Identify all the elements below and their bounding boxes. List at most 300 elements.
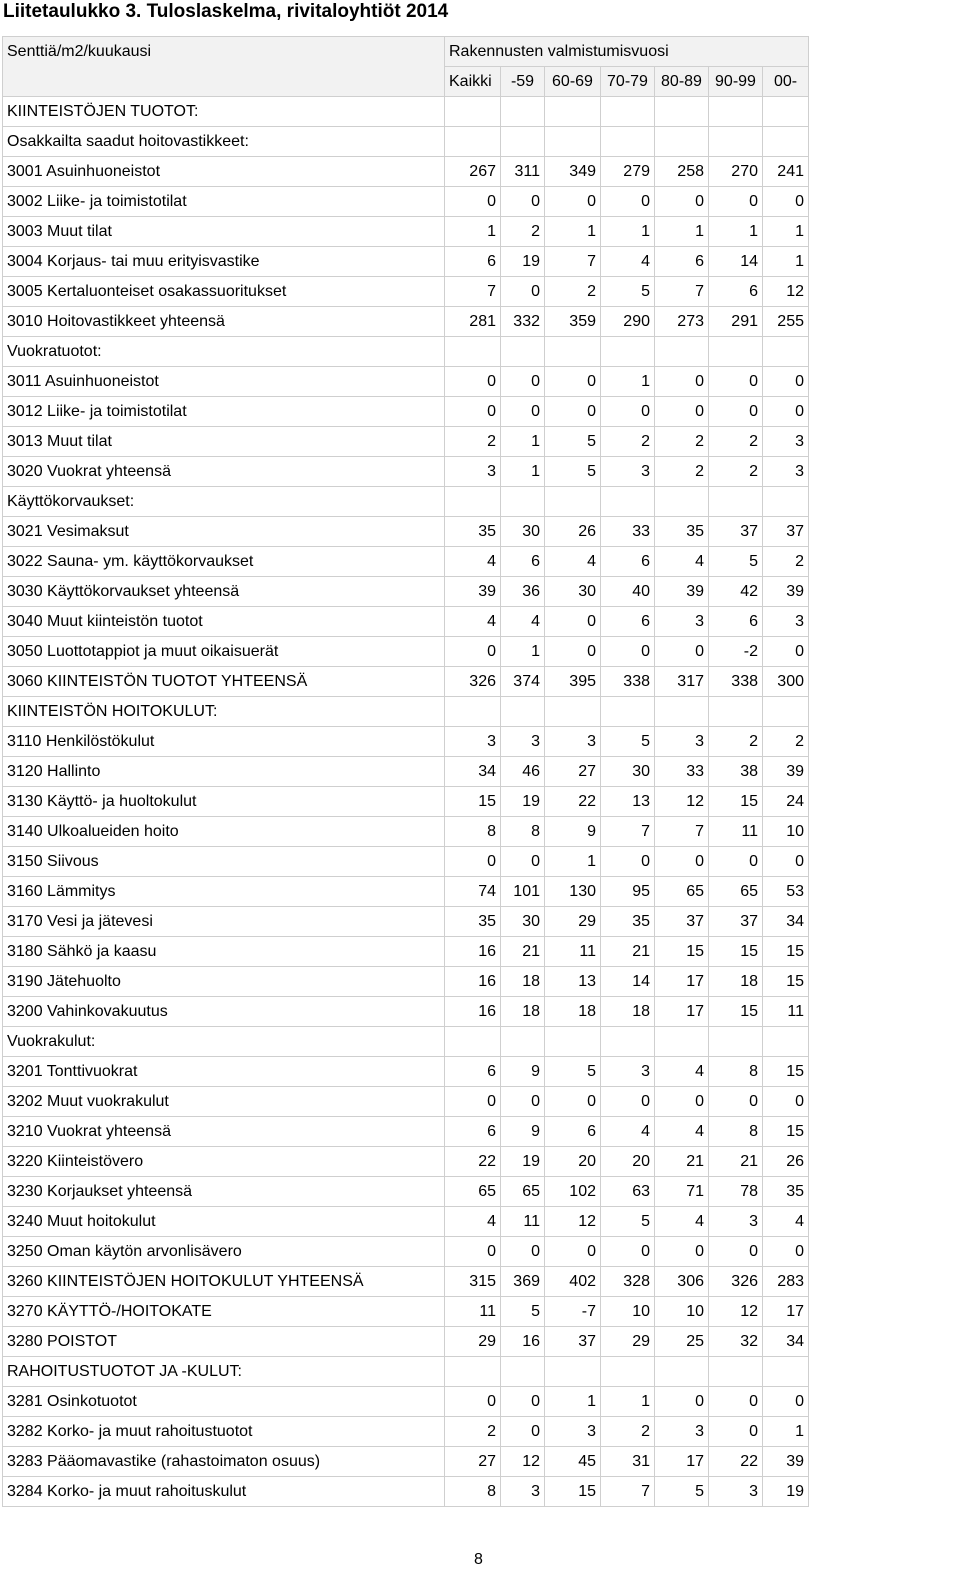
value-cell: 130 <box>545 877 601 907</box>
value-cell: 4 <box>445 607 501 637</box>
row-label: 3110 Henkilöstökulut <box>3 727 445 757</box>
row-label: 3060 KIINTEISTÖN TUOTOT YHTEENSÄ <box>3 667 445 697</box>
row-label: 3002 Liike- ja toimistotilat <box>3 187 445 217</box>
section-header-row <box>3 697 809 727</box>
table-row <box>3 1477 809 1507</box>
value-cell <box>601 127 655 157</box>
value-cell <box>763 97 809 127</box>
value-cell: 33 <box>655 757 709 787</box>
value-cell <box>655 1357 709 1387</box>
value-cell: 45 <box>545 1447 601 1477</box>
value-cell: 17 <box>655 997 709 1027</box>
table-body <box>3 97 809 1507</box>
value-cell: 4 <box>445 547 501 577</box>
table-row <box>3 1177 809 1207</box>
value-cell: 326 <box>445 667 501 697</box>
value-cell: 102 <box>545 1177 601 1207</box>
value-cell: 37 <box>763 517 809 547</box>
value-cell: 3 <box>545 1417 601 1447</box>
value-cell: 0 <box>763 1237 809 1267</box>
value-cell: 11 <box>709 817 763 847</box>
value-cell: 18 <box>501 967 545 997</box>
value-cell: 20 <box>601 1147 655 1177</box>
value-cell: 0 <box>655 397 709 427</box>
value-cell: 15 <box>655 937 709 967</box>
row-label: Käyttökorvaukset: <box>3 487 445 517</box>
value-cell: 1 <box>763 247 809 277</box>
value-cell: 2 <box>501 217 545 247</box>
value-cell: 5 <box>601 277 655 307</box>
value-cell: -7 <box>545 1297 601 1327</box>
table-row <box>3 307 809 337</box>
value-cell: 18 <box>709 967 763 997</box>
value-cell: 283 <box>763 1267 809 1297</box>
value-cell: 0 <box>501 1087 545 1117</box>
table-row <box>3 1207 809 1237</box>
table-row <box>3 1117 809 1147</box>
value-cell: 9 <box>545 817 601 847</box>
value-cell <box>709 1357 763 1387</box>
value-cell: -2 <box>709 637 763 667</box>
row-label: 3005 Kertaluonteiset osakassuoritukset <box>3 277 445 307</box>
value-cell: 27 <box>445 1447 501 1477</box>
value-cell: 15 <box>763 1057 809 1087</box>
value-cell: 0 <box>601 397 655 427</box>
value-cell: 0 <box>709 847 763 877</box>
column-header: Kaikki <box>445 67 501 97</box>
table-row <box>3 667 809 697</box>
value-cell: 30 <box>501 517 545 547</box>
row-label: RAHOITUSTUOTOT JA -KULUT: <box>3 1357 445 1387</box>
row-label: 3003 Muut tilat <box>3 217 445 247</box>
row-label: 3281 Osinkotuotot <box>3 1387 445 1417</box>
value-cell: 36 <box>501 577 545 607</box>
value-cell: 8 <box>445 817 501 847</box>
value-cell: 10 <box>601 1297 655 1327</box>
value-cell: 10 <box>655 1297 709 1327</box>
value-cell: 12 <box>763 277 809 307</box>
value-cell: 0 <box>545 607 601 637</box>
value-cell: 255 <box>763 307 809 337</box>
value-cell: 3 <box>501 1477 545 1507</box>
value-cell: 33 <box>601 517 655 547</box>
value-cell: 18 <box>545 997 601 1027</box>
value-cell: 328 <box>601 1267 655 1297</box>
value-cell <box>763 337 809 367</box>
value-cell: 37 <box>545 1327 601 1357</box>
value-cell: 4 <box>545 547 601 577</box>
value-cell: 30 <box>545 577 601 607</box>
value-cell: 78 <box>709 1177 763 1207</box>
value-cell: 12 <box>501 1447 545 1477</box>
value-cell: 39 <box>655 577 709 607</box>
value-cell: 10 <box>763 817 809 847</box>
value-cell: 2 <box>545 277 601 307</box>
value-cell: 17 <box>655 1447 709 1477</box>
value-cell: 0 <box>709 1087 763 1117</box>
value-cell: 3 <box>655 607 709 637</box>
value-cell <box>709 127 763 157</box>
table-row <box>3 1087 809 1117</box>
row-label: 3160 Lämmitys <box>3 877 445 907</box>
value-cell: 17 <box>655 967 709 997</box>
row-label: 3011 Asuinhuoneistot <box>3 367 445 397</box>
value-cell: 0 <box>709 1387 763 1417</box>
table-row <box>3 187 809 217</box>
value-cell: 38 <box>709 757 763 787</box>
value-cell: 6 <box>501 547 545 577</box>
table-row <box>3 157 809 187</box>
value-cell: 74 <box>445 877 501 907</box>
column-header: 90-99 <box>709 67 763 97</box>
table-row <box>3 367 809 397</box>
row-label: 3050 Luottotappiot ja muut oikaisuerät <box>3 637 445 667</box>
value-cell: 3 <box>501 727 545 757</box>
value-cell: 18 <box>601 997 655 1027</box>
value-cell: 6 <box>709 277 763 307</box>
value-cell: 270 <box>709 157 763 187</box>
table-row <box>3 217 809 247</box>
row-label: KIINTEISTÖN HOITOKULUT: <box>3 697 445 727</box>
value-cell: 0 <box>655 187 709 217</box>
value-cell: 40 <box>601 577 655 607</box>
row-label: 3170 Vesi ja jätevesi <box>3 907 445 937</box>
value-cell: 3 <box>445 457 501 487</box>
value-cell: 0 <box>709 397 763 427</box>
value-cell <box>709 97 763 127</box>
table-row <box>3 277 809 307</box>
value-cell <box>601 97 655 127</box>
value-cell: 0 <box>501 847 545 877</box>
value-cell <box>709 337 763 367</box>
value-cell: 14 <box>709 247 763 277</box>
value-cell: 19 <box>763 1477 809 1507</box>
value-cell: 291 <box>709 307 763 337</box>
value-cell <box>445 487 501 517</box>
row-label: 3004 Korjaus- tai muu erityisvastike <box>3 247 445 277</box>
value-cell: 15 <box>709 787 763 817</box>
row-label: 3140 Ulkoalueiden hoito <box>3 817 445 847</box>
value-cell: 26 <box>545 517 601 547</box>
value-cell: 16 <box>445 997 501 1027</box>
value-cell: 37 <box>709 517 763 547</box>
value-cell: 326 <box>709 1267 763 1297</box>
value-cell: 21 <box>601 937 655 967</box>
table-row <box>3 907 809 937</box>
value-cell: 1 <box>601 367 655 397</box>
value-cell: 0 <box>709 367 763 397</box>
value-cell: 3 <box>763 427 809 457</box>
value-cell: 0 <box>445 847 501 877</box>
table-row <box>3 547 809 577</box>
value-cell: 12 <box>655 787 709 817</box>
table-row <box>3 637 809 667</box>
value-cell: 1 <box>545 1387 601 1417</box>
row-label: 3200 Vahinkovakuutus <box>3 997 445 1027</box>
value-cell: 258 <box>655 157 709 187</box>
value-cell: 71 <box>655 1177 709 1207</box>
value-cell: 31 <box>601 1447 655 1477</box>
value-cell <box>709 1027 763 1057</box>
value-cell: 19 <box>501 1147 545 1177</box>
value-cell: 11 <box>445 1297 501 1327</box>
value-cell: 37 <box>655 907 709 937</box>
value-cell: 0 <box>501 397 545 427</box>
value-cell: 0 <box>763 367 809 397</box>
value-cell: 9 <box>501 1117 545 1147</box>
row-label: 3013 Muut tilat <box>3 427 445 457</box>
value-cell <box>445 97 501 127</box>
row-label: 3284 Korko- ja muut rahoituskulut <box>3 1477 445 1507</box>
value-cell: 306 <box>655 1267 709 1297</box>
value-cell: 5 <box>655 1477 709 1507</box>
table-row <box>3 937 809 967</box>
value-cell: 6 <box>445 247 501 277</box>
value-cell: 39 <box>763 577 809 607</box>
value-cell: 6 <box>445 1117 501 1147</box>
row-label: 3150 Siivous <box>3 847 445 877</box>
table-row <box>3 967 809 997</box>
value-cell <box>655 487 709 517</box>
row-label: 3180 Sähkö ja kaasu <box>3 937 445 967</box>
value-cell: 34 <box>763 1327 809 1357</box>
value-cell: 2 <box>709 727 763 757</box>
row-label: 3280 POISTOT <box>3 1327 445 1357</box>
value-cell: 8 <box>445 1477 501 1507</box>
value-cell: 35 <box>655 517 709 547</box>
value-cell: 0 <box>445 187 501 217</box>
value-cell: 3 <box>763 607 809 637</box>
value-cell: 4 <box>655 1117 709 1147</box>
row-label: 3030 Käyttökorvaukset yhteensä <box>3 577 445 607</box>
value-cell <box>763 1027 809 1057</box>
value-cell <box>545 1027 601 1057</box>
value-cell: 0 <box>709 187 763 217</box>
table-row <box>3 1297 809 1327</box>
value-cell: 0 <box>501 1387 545 1417</box>
value-cell: 19 <box>501 247 545 277</box>
value-cell: 7 <box>655 277 709 307</box>
value-cell: 2 <box>763 547 809 577</box>
value-cell: 37 <box>709 907 763 937</box>
section-header-row <box>3 127 809 157</box>
table-row <box>3 607 809 637</box>
value-cell: 5 <box>545 1057 601 1087</box>
value-cell: 21 <box>501 937 545 967</box>
value-cell: 11 <box>501 1207 545 1237</box>
value-cell: 6 <box>601 547 655 577</box>
value-cell: 29 <box>445 1327 501 1357</box>
value-cell: 4 <box>655 1207 709 1237</box>
value-cell: 281 <box>445 307 501 337</box>
value-cell: 369 <box>501 1267 545 1297</box>
value-cell: 5 <box>601 727 655 757</box>
value-cell: 13 <box>545 967 601 997</box>
value-cell <box>601 697 655 727</box>
unit-label: Senttiä/m2/kuukausi <box>3 37 445 97</box>
row-label: Vuokratuotot: <box>3 337 445 367</box>
value-cell: 29 <box>545 907 601 937</box>
row-label: 3240 Muut hoitokulut <box>3 1207 445 1237</box>
value-cell: 14 <box>601 967 655 997</box>
value-cell: 2 <box>763 727 809 757</box>
row-label: Vuokrakulut: <box>3 1027 445 1057</box>
table-row <box>3 247 809 277</box>
value-cell: 63 <box>601 1177 655 1207</box>
value-cell: 0 <box>501 1417 545 1447</box>
value-cell: 0 <box>763 397 809 427</box>
section-header-row <box>3 487 809 517</box>
value-cell: 65 <box>655 877 709 907</box>
table-row <box>3 517 809 547</box>
value-cell: 21 <box>709 1147 763 1177</box>
value-cell: 5 <box>545 457 601 487</box>
value-cell: 6 <box>655 247 709 277</box>
value-cell: 332 <box>501 307 545 337</box>
value-cell: 0 <box>763 187 809 217</box>
value-cell <box>445 127 501 157</box>
row-label: 3022 Sauna- ym. käyttökorvaukset <box>3 547 445 577</box>
row-label: KIINTEISTÖJEN TUOTOT: <box>3 97 445 127</box>
value-cell: 12 <box>545 1207 601 1237</box>
value-cell: 24 <box>763 787 809 817</box>
value-cell: 4 <box>445 1207 501 1237</box>
value-cell: 4 <box>763 1207 809 1237</box>
value-cell: 0 <box>655 1237 709 1267</box>
value-cell: 3 <box>445 727 501 757</box>
value-cell <box>655 97 709 127</box>
value-cell <box>545 97 601 127</box>
value-cell <box>501 97 545 127</box>
value-cell: 39 <box>763 1447 809 1477</box>
value-cell: 0 <box>545 367 601 397</box>
value-cell: 0 <box>763 1387 809 1417</box>
value-cell: 1 <box>501 427 545 457</box>
value-cell: 0 <box>445 367 501 397</box>
value-cell: 0 <box>763 1087 809 1117</box>
value-cell <box>545 697 601 727</box>
row-label: 3012 Liike- ja toimistotilat <box>3 397 445 427</box>
value-cell: 15 <box>763 937 809 967</box>
value-cell <box>545 337 601 367</box>
value-cell: 35 <box>445 907 501 937</box>
value-cell: 2 <box>445 427 501 457</box>
value-cell: 3 <box>655 1417 709 1447</box>
value-cell: 42 <box>709 577 763 607</box>
value-cell: 0 <box>601 847 655 877</box>
value-cell <box>501 1027 545 1057</box>
value-cell: 1 <box>709 217 763 247</box>
value-cell: 101 <box>501 877 545 907</box>
table-row <box>3 457 809 487</box>
value-cell: 3 <box>601 1057 655 1087</box>
value-cell: 39 <box>445 577 501 607</box>
table-row <box>3 847 809 877</box>
value-cell: 6 <box>445 1057 501 1087</box>
value-cell: 5 <box>545 427 601 457</box>
column-header: -59 <box>501 67 545 97</box>
value-cell <box>601 487 655 517</box>
table-row <box>3 1447 809 1477</box>
value-cell: 0 <box>545 1237 601 1267</box>
value-cell <box>545 127 601 157</box>
value-cell: 0 <box>501 277 545 307</box>
value-cell <box>763 697 809 727</box>
value-cell: 65 <box>709 877 763 907</box>
value-cell: 13 <box>601 787 655 817</box>
value-cell: 300 <box>763 667 809 697</box>
value-cell: 15 <box>545 1477 601 1507</box>
row-label: 3190 Jätehuolto <box>3 967 445 997</box>
value-cell: 0 <box>709 1417 763 1447</box>
value-cell: 1 <box>763 217 809 247</box>
value-cell: 0 <box>655 847 709 877</box>
value-cell: 3 <box>763 457 809 487</box>
value-cell: 2 <box>445 1417 501 1447</box>
income-statement-table <box>2 36 809 1507</box>
value-cell: 9 <box>501 1057 545 1087</box>
value-cell: 0 <box>501 1237 545 1267</box>
value-cell: 374 <box>501 667 545 697</box>
value-cell: 34 <box>763 907 809 937</box>
value-cell: 311 <box>501 157 545 187</box>
table-row <box>3 1237 809 1267</box>
header-row-group <box>3 37 809 67</box>
value-cell <box>763 127 809 157</box>
value-cell: 7 <box>655 817 709 847</box>
value-cell: 0 <box>445 397 501 427</box>
table-row <box>3 427 809 457</box>
column-header: 70-79 <box>601 67 655 97</box>
value-cell: 0 <box>709 1237 763 1267</box>
value-cell: 39 <box>763 757 809 787</box>
column-header: 60-69 <box>545 67 601 97</box>
value-cell <box>763 1357 809 1387</box>
value-cell: 0 <box>445 1387 501 1417</box>
value-cell: 3 <box>545 727 601 757</box>
value-cell: 35 <box>445 517 501 547</box>
value-cell: 4 <box>501 607 545 637</box>
value-cell <box>545 487 601 517</box>
section-header-row <box>3 97 809 127</box>
column-group-label: Rakennusten valmistumisvuosi <box>445 37 809 67</box>
value-cell: 3 <box>655 727 709 757</box>
row-label: 3282 Korko- ja muut rahoitustuotot <box>3 1417 445 1447</box>
value-cell: 359 <box>545 307 601 337</box>
row-label: 3220 Kiinteistövero <box>3 1147 445 1177</box>
value-cell: 1 <box>601 217 655 247</box>
value-cell: 5 <box>501 1297 545 1327</box>
value-cell: 53 <box>763 877 809 907</box>
table-row <box>3 1147 809 1177</box>
value-cell: 1 <box>501 637 545 667</box>
row-label: 3260 KIINTEISTÖJEN HOITOKULUT YHTEENSÄ <box>3 1267 445 1297</box>
value-cell <box>501 487 545 517</box>
value-cell: 27 <box>545 757 601 787</box>
value-cell: 25 <box>655 1327 709 1357</box>
value-cell: 1 <box>501 457 545 487</box>
page-number: 8 <box>474 1551 483 1568</box>
value-cell <box>709 487 763 517</box>
value-cell: 0 <box>763 847 809 877</box>
table-row <box>3 727 809 757</box>
value-cell: 317 <box>655 667 709 697</box>
value-cell: 0 <box>501 187 545 217</box>
table-row <box>3 787 809 817</box>
value-cell <box>655 127 709 157</box>
value-cell: 65 <box>501 1177 545 1207</box>
value-cell <box>601 337 655 367</box>
